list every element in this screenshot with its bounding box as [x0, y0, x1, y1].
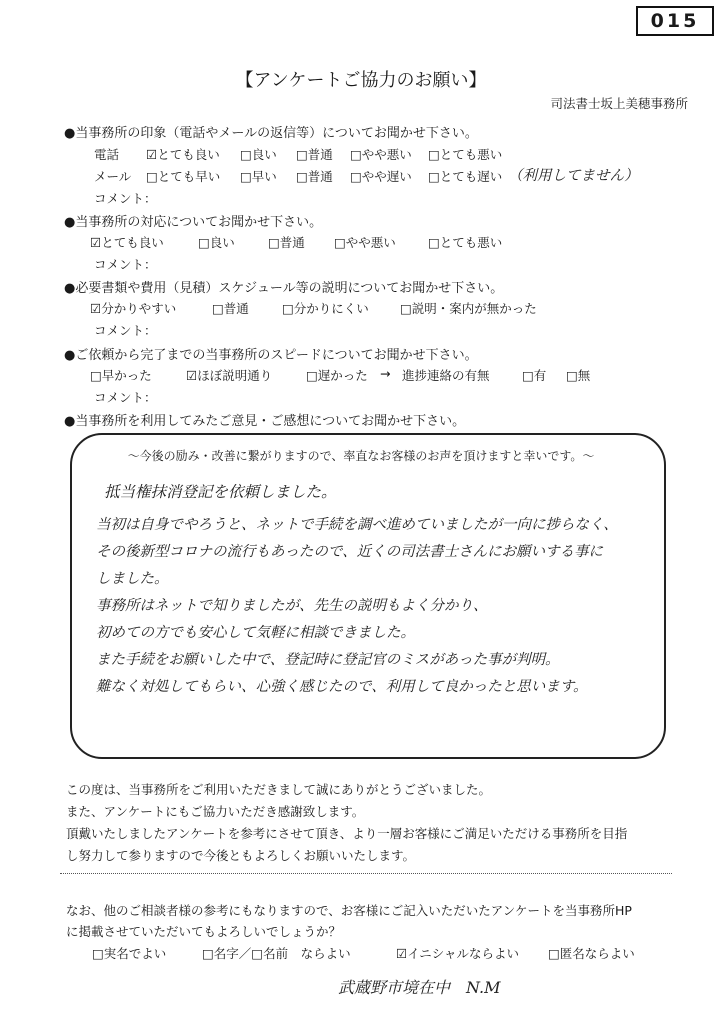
q1-mail-option[interactable]: □普通 [296, 169, 333, 184]
q1-comment-label: コメント： [94, 191, 157, 206]
q4-question: ●ご依頼から完了までの当事務所のスピードについてお聞かせ下さい。 [64, 348, 478, 363]
publish-option[interactable]: ☑イニシャルならよい [396, 946, 519, 961]
q4-comment-label: コメント： [94, 390, 157, 405]
closing-line: 頂戴いたしましたアンケートを参考にさせて頂き、より一層お客様にご満足いただける事務所を目指 [66, 826, 628, 841]
q1-phone-option[interactable]: □良い [240, 147, 277, 162]
q2-option[interactable]: □とても悪い [428, 235, 503, 250]
q3-comment-label: コメント： [94, 323, 157, 338]
q2-option[interactable]: ☑とても良い [90, 235, 164, 250]
publish-option[interactable]: □実名でよい [92, 946, 167, 961]
q5-question: ●当事務所を利用してみたご意見・ご感想についてお聞かせ下さい。 [64, 414, 466, 429]
publish-question-line: なお、他のご相談者様の参考にもなりますので、お客様にご記入いただいたアンケートを当事務所HP [66, 903, 632, 918]
q4-progress-label: 進捗連絡の有無 [402, 368, 490, 383]
q3-option[interactable]: □分かりにくい [282, 301, 369, 316]
publish-option[interactable]: □匿名ならよい [548, 946, 635, 961]
q4-option[interactable]: □早かった [90, 368, 152, 383]
handwritten-line: 抵当権抹消登記を依頼しました。 [104, 483, 337, 501]
q2-comment-label: コメント： [94, 257, 157, 272]
q4-option[interactable]: □遅かった [306, 368, 368, 383]
q1-mail-option[interactable]: □早い [240, 169, 277, 184]
q1-phone-option[interactable]: ☑とても良い [146, 147, 220, 162]
handwritten-line: 初めての方でも安心して気軽に相談できました。 [96, 625, 415, 641]
q4-option[interactable]: ☑ほぼ説明通り [186, 368, 273, 383]
office-name: 司法書士坂上美穂事務所 [550, 96, 688, 111]
q3-option[interactable]: □説明・案内が無かった [400, 301, 537, 316]
handwritten-line: 難なく対処してもらい、心強く感じたので、利用して良かったと思います。 [96, 679, 588, 695]
publish-option[interactable]: □名字／□名前 ならよい [202, 946, 351, 961]
q1-question: ●当事務所の印象（電話やメールの返信等）についてお聞かせ下さい。 [64, 126, 478, 141]
q4-progress-option[interactable]: □無 [566, 368, 591, 383]
comment-box-header: ～今後の励み・改善に繋がりますので、率直なお客様のお声を頂けますと幸いです。～ [127, 449, 595, 463]
q3-option[interactable]: ☑分かりやすい [90, 301, 177, 316]
q1-mail-option[interactable]: □やや遅い [350, 169, 412, 184]
q1-mail-option[interactable]: □とても早い [146, 169, 221, 184]
handwritten-line: 当初は自身でやろうと、ネットで手続を調べ進めていましたが一向に捗らなく、 [96, 517, 618, 533]
publish-question-line: に掲載させていただいてもよろしいでしょうか？ [66, 924, 342, 939]
q1-phone-option[interactable]: □やや悪い [350, 147, 412, 162]
handwritten-line: その後新型コロナの流行もあったので、近くの司法書士さんにお願いする事に [96, 544, 604, 560]
page-title: 【アンケートご協力のお願い】 [235, 70, 487, 91]
q1-mail-handwritten-note: （利用してません） [508, 168, 639, 184]
signature: 武蔵野市境在中 N.M [338, 978, 501, 997]
q3-option[interactable]: □普通 [212, 301, 249, 316]
arrow-icon: → [380, 366, 391, 381]
q1-mail-label: メール [94, 169, 132, 184]
q2-option[interactable]: □やや悪い [334, 235, 396, 250]
q1-phone-label: 電話 [94, 147, 120, 162]
q1-mail-option[interactable]: □とても遅い [428, 169, 503, 184]
q1-phone-option[interactable]: □普通 [296, 147, 333, 162]
dotted-divider [60, 873, 672, 874]
document-number: 015 [636, 6, 714, 36]
handwritten-line: また手続をお願いした中で、登記時に登記官のミスがあった事が判明。 [96, 652, 560, 668]
q2-option[interactable]: □普通 [268, 235, 305, 250]
q2-question: ●当事務所の対応についてお聞かせ下さい。 [64, 215, 323, 230]
handwritten-line: しました。 [96, 571, 169, 587]
q2-option[interactable]: □良い [198, 235, 235, 250]
q3-question: ●必要書類や費用（見積）スケジュール等の説明についてお聞かせ下さい。 [64, 281, 504, 296]
q1-phone-option[interactable]: □とても悪い [428, 147, 503, 162]
closing-line: また、アンケートにもご協力いただき感謝致します。 [66, 804, 365, 819]
closing-line: し努力して参りますので今後ともよろしくお願いいたします。 [66, 848, 416, 863]
handwritten-line: 事務所はネットで知りましたが、先生の説明もよく分かり、 [96, 598, 488, 614]
closing-line: この度は、当事務所をご利用いただきまして誠にありがとうございました。 [66, 782, 492, 797]
q4-progress-option[interactable]: □有 [522, 368, 547, 383]
